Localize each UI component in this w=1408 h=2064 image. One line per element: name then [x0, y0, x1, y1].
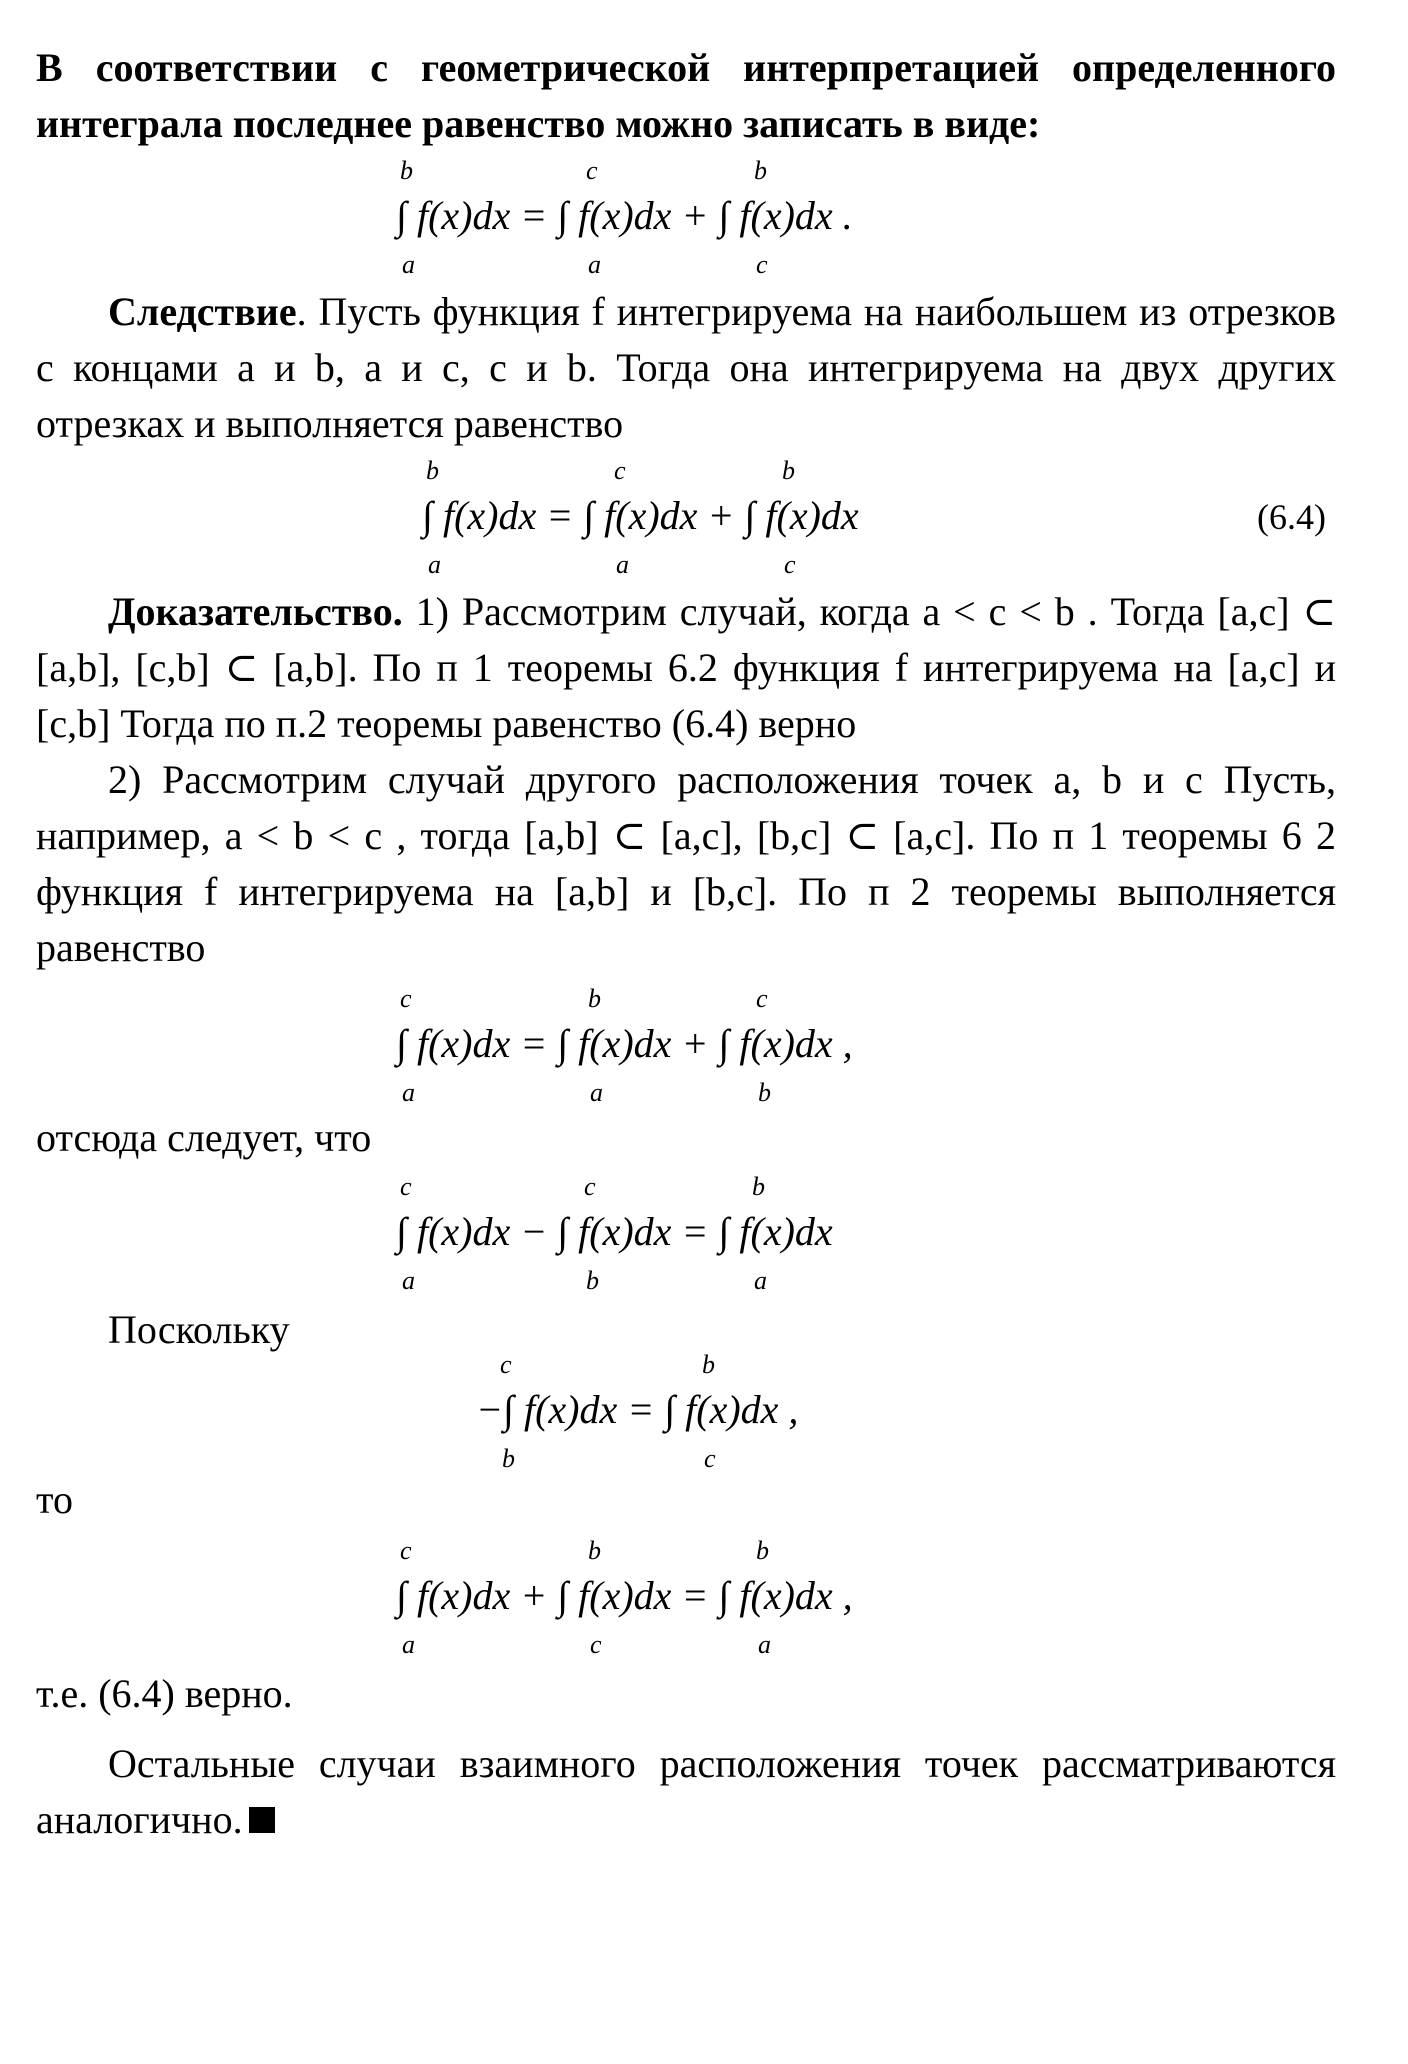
eq5-lower-2: c — [704, 1444, 716, 1473]
eq6-lower-3: a — [758, 1630, 771, 1659]
then-text: то — [36, 1477, 73, 1522]
final-paragraph — [36, 1736, 1336, 1848]
qed-square-icon — [249, 1807, 275, 1833]
eq2-upper-1: b — [426, 456, 439, 485]
eq3-upper-2: b — [588, 984, 601, 1013]
eq6-lower-2: c — [590, 1630, 602, 1659]
eq4-lower-1: a — [402, 1266, 415, 1295]
eq3-upper-3: c — [756, 984, 768, 1013]
eq2-lower-3: c — [784, 550, 796, 579]
eq2-lower-1: a — [428, 550, 441, 579]
corollary-label: Следствие — [108, 289, 297, 334]
corollary-text: . Пусть функция f интегрируема на наибольшем из отрезков с концами a и b, a и c, c и b. Тогда она интегрируема на двух других отрезках и выполняется равенство — [36, 289, 1336, 446]
hence-text: отсюда следует, что — [36, 1115, 372, 1160]
eq1-upper-3: b — [754, 156, 767, 185]
eq6-expression: ∫ f(x)dx + ∫ f(x)dx = ∫ f(x)dx , — [396, 1573, 853, 1618]
proof-case-2: 2) Рассмотрим случай другого расположения точек a, b и c Пусть, например, a < b < c , тогда [a,b] ⊂ [a,c], [b,c] ⊂ [a,c]. По п 1 теоремы 6 2 функция f интегрируема на [a,b] и [b,c]. По п 2 теоремы выполняется равенство — [36, 757, 1336, 970]
eq4-upper-2: c — [584, 1172, 596, 1201]
final-text: Остальные случаи взаимного расположения точек рассматриваются аналогично. — [36, 1741, 1336, 1842]
equation-3 — [36, 984, 1336, 1107]
corollary-paragraph — [36, 284, 1336, 452]
equation-6-4 — [36, 456, 1336, 579]
equation-1 — [36, 156, 1336, 279]
eq6-upper-1: c — [400, 1536, 412, 1565]
eq1-lower-1: a — [402, 250, 415, 279]
proof-label: Доказательство. — [108, 589, 403, 634]
eq5-lower-1: b — [502, 1444, 515, 1473]
eq5-upper-2: b — [702, 1350, 715, 1379]
eq1-expression: ∫ f(x)dx = ∫ f(x)dx + ∫ f(x)dx . — [396, 193, 853, 238]
eq5-expression: −∫ f(x)dx = ∫ f(x)dx , — [476, 1387, 799, 1432]
eq3-lower-1: a — [402, 1078, 415, 1107]
eq4-upper-3: b — [752, 1172, 765, 1201]
eq2-lower-2: a — [616, 550, 629, 579]
intro-paragraph: В соответствии с геометрической интерпретацией определенного интеграла последнее равенство можно записать в виде: — [36, 45, 1336, 146]
eq4-expression: ∫ f(x)dx − ∫ f(x)dx = ∫ f(x)dx — [396, 1209, 833, 1254]
eq1-upper-1: b — [400, 156, 413, 185]
page — [36, 40, 1336, 1848]
eq1-lower-2: a — [588, 250, 601, 279]
eq1-lower-3: c — [756, 250, 768, 279]
proof-case-1 — [36, 584, 1336, 752]
eq4-lower-2: b — [586, 1266, 599, 1295]
eq2-expression: ∫ f(x)dx = ∫ f(x)dx + ∫ f(x)dx — [422, 493, 859, 538]
eq6-lower-1: a — [402, 1630, 415, 1659]
proof-case-1-text: 1) Рассмотрим случай, когда a < c < b . Тогда [a,c] ⊂ [a,b], [c,b] ⊂ [a,b]. По п 1 теоремы 6.2 функция f интегрируема на [a,c] и [c,b] Тогда по п.2 теоремы равенство (6.4) верно — [36, 589, 1336, 746]
equation-number: (6.4) — [1257, 497, 1326, 537]
eq6-upper-3: b — [756, 1536, 769, 1565]
equation-5 — [36, 1350, 1336, 1473]
eq4-upper-1: c — [400, 1172, 412, 1201]
equation-6 — [36, 1536, 1336, 1659]
eq2-upper-2: c — [614, 456, 626, 485]
eq4-lower-3: a — [754, 1266, 767, 1295]
since-text: Поскольку — [108, 1307, 290, 1352]
eq5-upper-1: c — [500, 1350, 512, 1379]
eq1-upper-2: c — [586, 156, 598, 185]
eq2-upper-3: b — [782, 456, 795, 485]
eq3-expression: ∫ f(x)dx = ∫ f(x)dx + ∫ f(x)dx , — [396, 1021, 853, 1066]
eq3-lower-3: b — [758, 1078, 771, 1107]
eq3-lower-2: a — [590, 1078, 603, 1107]
eq3-upper-1: c — [400, 984, 412, 1013]
equation-4 — [36, 1172, 1336, 1295]
eq6-upper-2: b — [588, 1536, 601, 1565]
ie-text: т.е. (6.4) верно. — [36, 1671, 293, 1716]
